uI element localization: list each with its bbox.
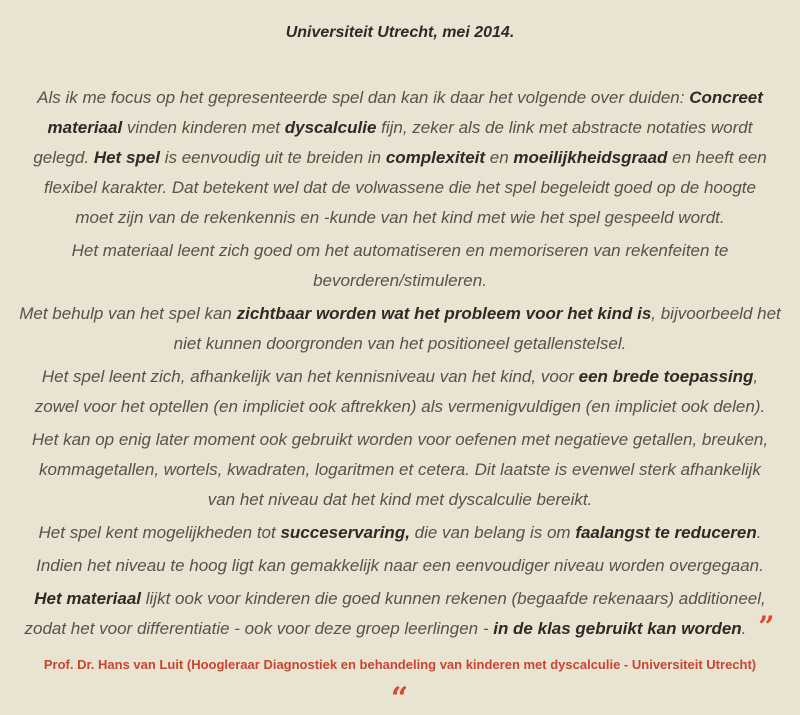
text-run: zodat het voor differentiatie - ook voor deze groep leerlingen - — [24, 619, 494, 638]
quote-line — [0, 113, 800, 143]
quote-line — [0, 236, 800, 266]
text-run: die van belang is om — [409, 523, 576, 542]
text-run: kommagetallen, wortels, kwadraten, logaritmen et cetera. Dit laatste is evenwel sterk afhankelijk — [39, 460, 761, 479]
quote-paragraph — [0, 362, 800, 422]
text-run: flexibel karakter. Dat betekent wel dat de volwassene die het spel begeleidt goed op de hoogte — [44, 178, 756, 197]
text-run: fijn, zeker als de link met abstracte notaties wordt — [376, 118, 753, 137]
quote-paragraph — [0, 299, 800, 359]
text-run: , — [753, 367, 759, 386]
quote-line — [0, 425, 800, 455]
quote-line — [0, 173, 800, 203]
quote-paragraph — [0, 425, 800, 515]
bold-text-run: complexiteit — [385, 148, 486, 167]
bold-text-run: zichtbaar worden wat het probleem voor het kind is — [236, 304, 652, 323]
text-run: bevorderen/stimuleren. — [313, 271, 487, 290]
text-run: . — [756, 523, 762, 542]
text-run: Met behulp van het spel kan — [19, 304, 237, 323]
text-run: Het materiaal leent zich goed om het automatiseren en memoriseren van rekenfeiten te — [71, 241, 729, 260]
quote-line — [0, 299, 800, 329]
text-run: Indien het niveau te hoog ligt kan gemakkelijk naar een eenvoudiger niveau worden overgegaan. — [36, 556, 764, 575]
bold-text-run: Het spel — [93, 148, 160, 167]
quote-line — [0, 584, 800, 614]
quote-paragraph — [0, 518, 800, 548]
quote-paragraph — [0, 551, 800, 581]
text-run: . — [741, 619, 747, 638]
quote-line — [0, 392, 800, 422]
text-run: vinden kinderen met — [122, 118, 285, 137]
quote-line — [0, 551, 800, 581]
quote-line — [0, 362, 800, 392]
quote-paragraph — [0, 236, 800, 296]
bold-text-run: succeservaring, — [280, 523, 410, 542]
quote-body — [0, 83, 800, 644]
quote-line — [0, 485, 800, 515]
bold-text-run: dyscalculie — [284, 118, 377, 137]
text-run: gelegd. — [33, 148, 94, 167]
text-run: niet kunnen doorgronden van het positioneel getallenstelsel. — [173, 334, 627, 353]
quote-paragraph — [0, 83, 800, 233]
quote-line — [0, 203, 800, 233]
opening-quote-icon: “ — [390, 681, 410, 715]
text-run: en — [485, 148, 514, 167]
quote-line — [0, 83, 800, 113]
text-run: Het kan op enig later moment ook gebruikt worden voor oefenen met negatieve getallen, breuken, — [31, 430, 769, 449]
quote-line — [0, 143, 800, 173]
text-run: Het spel kent mogelijkheden tot — [38, 523, 281, 542]
text-run: , bijvoorbeeld het — [651, 304, 781, 323]
attribution: Prof. Dr. Hans van Luit (Hoogleraar Diagnostiek en behandeling van kinderen met dyscalculie - Universiteit Utrecht) — [43, 657, 757, 672]
bold-text-run: moeilijkheidsgraad — [513, 148, 668, 167]
quote-line — [0, 266, 800, 296]
bold-text-run: materiaal — [47, 118, 123, 137]
bold-text-run: een brede toepassing — [578, 367, 754, 386]
quote-title: Universiteit Utrecht, mei 2014. — [285, 24, 515, 41]
text-run: lijkt ook voor kinderen die goed kunnen rekenen (begaafde rekenaars) additioneel, — [141, 589, 766, 608]
bold-text-run: faalangst te reduceren — [575, 523, 757, 542]
text-run: en heeft een — [667, 148, 767, 167]
bold-text-run: in de klas gebruikt kan worden — [493, 619, 742, 638]
quote-paragraph — [0, 584, 800, 644]
text-run: is eenvoudig uit te breiden in — [159, 148, 386, 167]
bold-text-run: Concreet — [689, 88, 763, 107]
quote-line — [0, 610, 800, 644]
text-run: Het spel leent zich, afhankelijk van het kennisniveau van het kind, voor — [41, 367, 579, 386]
quote-line — [0, 455, 800, 485]
quote-line — [0, 329, 800, 359]
text-run: zowel voor het optellen (en impliciet ook aftrekken) als vermenigvuldigen (en impliciet ook delen). — [34, 397, 766, 416]
bold-text-run: Het materiaal — [34, 589, 142, 608]
closing-quote-icon: ” — [758, 610, 776, 643]
text-run: Als ik me focus op het gepresenteerde spel dan kan ik daar het volgende over duiden: — [37, 88, 690, 107]
quote-line — [0, 518, 800, 548]
text-run: van het niveau dat het kind met dyscalculie bereikt. — [207, 490, 593, 509]
text-run: moet zijn van de rekenkennis en -kunde van het kind met wie het spel gespeeld wordt. — [75, 208, 725, 227]
